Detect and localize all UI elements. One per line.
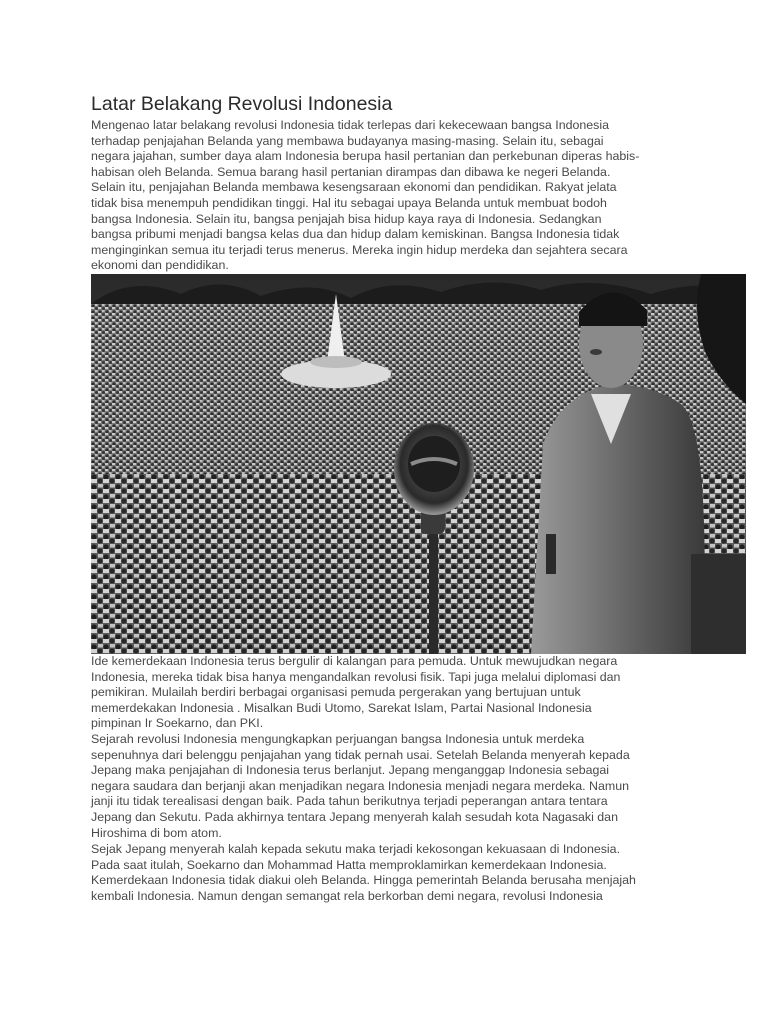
text-line: Sejarah revolusi Indonesia mengungkapkan perjuangan bangsa Indonesia untuk merdeka xyxy=(91,732,585,746)
text-line: bangsa pribumi menjadi bangsa kelas dua dan hidup dalam kemiskinan. Bangsa Indonesia tidak xyxy=(91,227,620,242)
text-line: negara saudara dan berjanji akan menjadikan negara Indonesia menjadi negara merdeka. Namun xyxy=(91,778,629,793)
text-line: Sejak Jepang menyerah kalah kepada sekutu maka terjadi kekosongan kekuasaan di Indonesia. xyxy=(91,842,621,856)
text-line: janji itu tidak terealisasi dengan baik. Pada tahun berikutnya terjadi peperangan antara tentara xyxy=(91,794,608,809)
text-line: sepenuhnya dari belenggu penjajahan yang tidak pernah usai. Setelah Belanda menyerah kepada xyxy=(91,747,630,762)
text-line: Indonesia, mereka tidak bisa hanya mengandalkan revolusi fisik. Tapi juga melalui diplomasi dan xyxy=(91,669,621,684)
text-line: menginginkan semua itu terjadi terus menerus. Mereka ingin hidup merdeka dan sejahtera secara xyxy=(91,242,628,257)
text-line: Pada saat itulah, Soekarno dan Mohammad Hatta memproklamirkan kemerdekaan Indonesia. xyxy=(91,857,607,872)
historical-photo xyxy=(91,274,746,654)
crowd-rally-image xyxy=(91,274,746,654)
text-line: pimpinan Ir Soekarno, dan PKI. xyxy=(91,716,264,731)
text-line: Hiroshima di bom atom. xyxy=(91,825,222,840)
text-line: habisan oleh Belanda. Semua barang hasil pertanian dirampas dan dibawa ke negeri Belanda. xyxy=(91,164,611,179)
paragraph-1 xyxy=(91,118,691,274)
text-line: Selain itu, penjajahan Belanda membawa kesengsaraan ekonomi dan pendidikan. Rakyat jelata xyxy=(91,180,617,195)
text-line: terhadap penjajahan Belanda yang membawa budayanya masing-masing. Selain itu, sebagai xyxy=(91,133,604,148)
paragraph-2 xyxy=(91,654,691,732)
text-line: Jepang maka penjajahan di Indonesia terus berlanjut. Jepang menganggap Indonesia sebagai xyxy=(91,763,610,778)
text-line: tidak bisa menempuh pendidikan tinggi. Hal itu sebagai upaya Belanda untuk membuat bodoh xyxy=(91,195,607,210)
text-line: memerdekakan Indonesia . Misalkan Budi Utomo, Sarekat Islam, Partai Nasional Indonesia xyxy=(91,700,592,715)
text-line: Mengenao latar belakang revolusi Indonesia tidak terlepas dari kekecewaan bangsa Indonesia xyxy=(91,118,609,132)
text-line: ekonomi dan pendidikan. xyxy=(91,258,229,273)
text-line: negara jajahan, sumber daya alam Indonesia berupa hasil pertanian dan perkebunan diperas habis- xyxy=(91,149,640,164)
document-title: Latar Belakang Revolusi Indonesia xyxy=(91,93,393,115)
text-line: kembali Indonesia. Namun dengan semangat rela berkorban demi negara, revolusi Indonesia xyxy=(91,888,603,903)
text-line: bangsa Indonesia. Selain itu, bangsa penjajah bisa hidup kaya raya di Indonesia. Sedangkan xyxy=(91,211,602,226)
text-line: Ide kemerdekaan Indonesia terus bergulir di kalangan para pemuda. Untuk mewujudkan negara xyxy=(91,654,618,668)
text-line: Kemerdekaan Indonesia tidak diakui oleh Belanda. Hingga pemerintah Belanda berusaha menjajah xyxy=(91,873,636,888)
paragraph-3 xyxy=(91,732,691,841)
text-line: pemikiran. Mulailah berdiri berbagai organisasi pemuda pergerakan yang bertujuan untuk xyxy=(91,685,581,700)
text-line: Jepang dan Sekutu. Pada akhirnya tentara Jepang menyerah kalah sesudah kota Nagasaki dan xyxy=(91,809,618,824)
paragraph-4 xyxy=(91,842,691,904)
